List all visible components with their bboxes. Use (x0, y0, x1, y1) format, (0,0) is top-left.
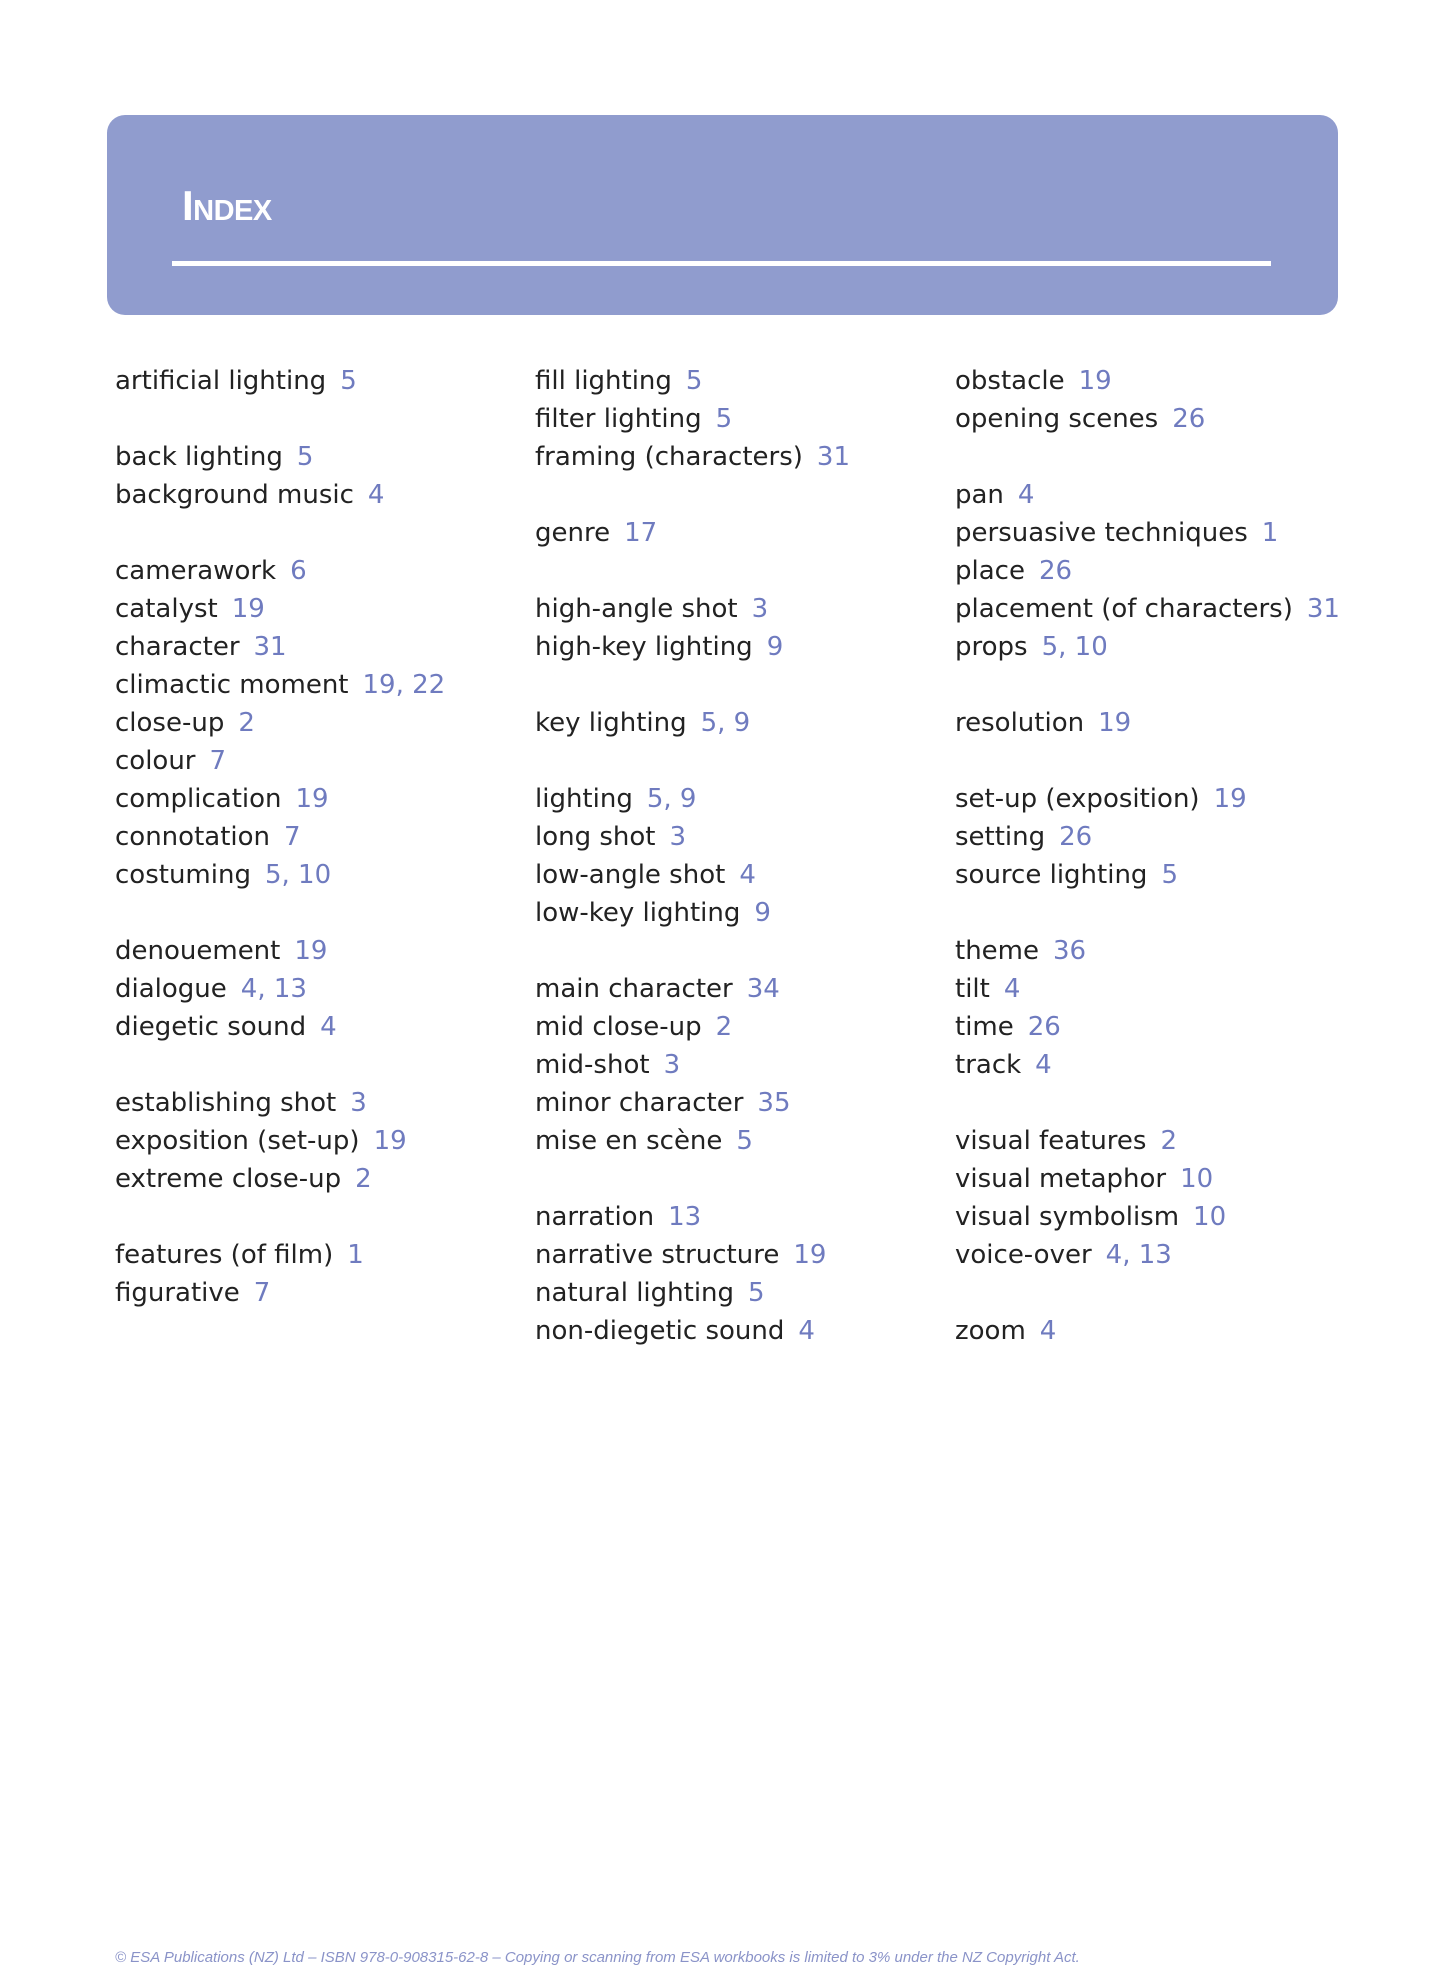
index-term: opening scenes (955, 404, 1159, 434)
index-page-numbers: 9 (754, 898, 771, 928)
index-page-numbers: 4 (798, 1316, 815, 1346)
index-page-numbers: 9 (766, 632, 784, 662)
index-entry (115, 780, 515, 818)
index-entry (955, 476, 1355, 514)
index-page-numbers: 1 (347, 1240, 364, 1270)
index-entry (535, 780, 935, 818)
index-page-numbers: 2 (238, 708, 255, 738)
index-term: exposition (set-up) (115, 1126, 360, 1156)
index-term: low-key lighting (535, 898, 741, 928)
index-page-numbers: 26 (1172, 404, 1206, 434)
index-entry (115, 1236, 515, 1274)
index-entry (535, 514, 935, 552)
index-page-numbers: 4 (367, 480, 385, 510)
index-term: set-up (exposition) (955, 784, 1200, 814)
index-entry (955, 514, 1355, 552)
index-entry (955, 552, 1355, 590)
index-page-numbers: 5, 10 (1041, 632, 1108, 662)
index-term: obstacle (955, 366, 1065, 396)
index-page-numbers: 5, 9 (646, 784, 697, 814)
index-page-numbers: 19 (373, 1126, 407, 1156)
index-entry (115, 476, 515, 514)
index-entry (115, 666, 515, 704)
index-page-numbers: 7 (284, 822, 301, 852)
index-page-numbers: 4 (1039, 1316, 1057, 1346)
index-entry (115, 704, 515, 742)
index-group (535, 514, 935, 552)
index-page-numbers: 4 (320, 1012, 337, 1042)
index-entry (955, 590, 1355, 628)
index-group (115, 1236, 515, 1312)
index-group (535, 362, 935, 476)
index-term: filter lighting (535, 404, 702, 434)
index-group (955, 1312, 1355, 1350)
index-term: framing (characters) (535, 442, 803, 472)
index-page-numbers: 5 (736, 1126, 753, 1156)
index-page-numbers: 26 (1059, 822, 1093, 852)
index-term: natural lighting (535, 1278, 735, 1308)
index-group (535, 970, 935, 1160)
index-term: zoom (955, 1316, 1026, 1346)
index-page-numbers: 36 (1053, 936, 1087, 966)
index-entry (955, 780, 1355, 818)
index-term: non-diegetic sound (535, 1316, 785, 1346)
index-group (535, 1198, 935, 1350)
index-entry (955, 400, 1355, 438)
index-entry (535, 1198, 935, 1236)
index-entry (535, 856, 935, 894)
index-entry (115, 1122, 515, 1160)
index-page-numbers: 1 (1261, 518, 1279, 548)
index-entry (535, 894, 935, 932)
index-page-numbers: 19, 22 (362, 670, 446, 700)
index-term: climactic moment (115, 670, 349, 700)
index-term: catalyst (115, 594, 218, 624)
index-group (535, 590, 935, 666)
index-term: back lighting (115, 442, 283, 472)
index-entry (955, 856, 1355, 894)
index-term: establishing shot (115, 1088, 337, 1118)
index-group (955, 780, 1355, 894)
index-term: genre (535, 518, 611, 548)
index-term: low-angle shot (535, 860, 726, 890)
index-term: voice-over (955, 1240, 1092, 1270)
index-entry (535, 970, 935, 1008)
index-entry (115, 590, 515, 628)
index-group (535, 780, 935, 932)
index-page-numbers: 4 (1035, 1050, 1052, 1080)
index-term: source lighting (955, 860, 1148, 890)
index-term: main character (535, 974, 733, 1004)
index-term: visual symbolism (955, 1202, 1180, 1232)
index-term: theme (955, 936, 1039, 966)
index-entry (535, 1084, 935, 1122)
index-entry (955, 1122, 1355, 1160)
index-term: costuming (115, 860, 251, 890)
index-group (955, 476, 1355, 666)
index-entry (115, 1008, 515, 1046)
index-term: visual metaphor (955, 1164, 1167, 1194)
index-page-numbers: 5 (296, 442, 314, 472)
index-entry (955, 970, 1355, 1008)
index-page-numbers: 31 (1306, 594, 1340, 624)
index-term: key lighting (535, 708, 687, 738)
index-page-numbers: 3 (669, 822, 687, 852)
index-entry (955, 1046, 1355, 1084)
index-term: track (955, 1050, 1022, 1080)
index-page-numbers: 13 (668, 1202, 702, 1232)
index-term: mid-shot (535, 1050, 650, 1080)
index-term: props (955, 632, 1028, 662)
index-page-numbers: 35 (757, 1088, 791, 1118)
index-column-2 (535, 362, 935, 1388)
index-entry (955, 628, 1355, 666)
index-entry (955, 1198, 1355, 1236)
index-page-numbers: 34 (746, 974, 780, 1004)
index-term: high-key lighting (535, 632, 753, 662)
index-page-numbers: 19 (793, 1240, 827, 1270)
index-page-numbers: 19 (1078, 366, 1112, 396)
index-page-numbers: 19 (231, 594, 265, 624)
index-entry (115, 1160, 515, 1198)
index-entry (535, 400, 935, 438)
copyright-footer: © ESA Publications (NZ) Ltd – ISBN 978-0-908315-62-8 – Copying or scanning from ESA workbooks is limited to 3% under the NZ Copyright Act. (115, 1949, 1080, 1966)
index-entry (535, 438, 935, 476)
index-group (115, 362, 515, 400)
index-page-numbers: 2 (355, 1164, 372, 1194)
index-term: complication (115, 784, 282, 814)
index-page-numbers: 19 (1098, 708, 1132, 738)
index-entry (535, 628, 935, 666)
index-entry (955, 1160, 1355, 1198)
index-entry (115, 628, 515, 666)
index-column-3 (955, 362, 1355, 1388)
index-term: mid close-up (535, 1012, 702, 1042)
index-entry (955, 1008, 1355, 1046)
index-entry (115, 438, 515, 476)
index-term: fill lighting (535, 366, 672, 396)
index-term: tilt (955, 974, 990, 1004)
index-page-numbers: 5, 9 (700, 708, 751, 738)
index-entry (535, 1236, 935, 1274)
index-page-numbers: 19 (295, 784, 329, 814)
index-term: close-up (115, 708, 225, 738)
index-page-numbers: 5 (1161, 860, 1178, 890)
index-page-numbers: 31 (816, 442, 851, 472)
index-entry (535, 1046, 935, 1084)
index-column-1 (115, 362, 515, 1350)
index-group (115, 932, 515, 1046)
index-entry (115, 362, 515, 400)
index-entry (115, 742, 515, 780)
index-term: minor character (535, 1088, 744, 1118)
index-entry (535, 1312, 935, 1350)
index-entry (535, 590, 935, 628)
index-page-numbers: 4 (739, 860, 756, 890)
index-page-numbers: 19 (1213, 784, 1247, 814)
index-term: lighting (535, 784, 633, 814)
index-page-numbers: 17 (624, 518, 658, 548)
index-term: resolution (955, 708, 1085, 738)
index-entry (115, 970, 515, 1008)
index-page-numbers: 26 (1038, 556, 1073, 586)
header-band (107, 115, 1338, 315)
index-page-numbers: 3 (350, 1088, 367, 1118)
index-entry (955, 1236, 1355, 1274)
index-entry (115, 856, 515, 894)
index-page-numbers: 10 (1193, 1202, 1227, 1232)
index-page-numbers: 7 (253, 1278, 271, 1308)
index-page-numbers: 3 (751, 594, 769, 624)
index-term: figurative (115, 1278, 240, 1308)
index-page-numbers: 31 (253, 632, 287, 662)
index-term: narrative structure (535, 1240, 780, 1270)
index-term: place (955, 556, 1025, 586)
index-entry (955, 704, 1355, 742)
index-term: diegetic sound (115, 1012, 307, 1042)
index-entry (955, 932, 1355, 970)
index-term: denouement (115, 936, 281, 966)
index-group (115, 552, 515, 894)
index-term: connotation (115, 822, 270, 852)
index-entry (535, 362, 935, 400)
index-group (535, 704, 935, 742)
index-entry (115, 818, 515, 856)
index-entry (535, 818, 935, 856)
index-page-numbers: 4, 13 (240, 974, 307, 1004)
index-page-numbers: 6 (290, 556, 307, 586)
index-entry (955, 1312, 1355, 1350)
index-page-numbers: 3 (663, 1050, 681, 1080)
index-page-numbers: 26 (1027, 1012, 1061, 1042)
index-page-numbers: 5, 10 (264, 860, 332, 890)
index-group (955, 932, 1355, 1084)
index-term: persuasive techniques (955, 518, 1248, 548)
index-page-numbers: 10 (1180, 1164, 1214, 1194)
index-term: mise en scène (535, 1126, 723, 1156)
index-entry (115, 932, 515, 970)
index-term: colour (115, 746, 196, 776)
index-term: pan (955, 480, 1004, 510)
index-entry (535, 704, 935, 742)
index-page-numbers: 5 (748, 1278, 765, 1308)
index-group (955, 1122, 1355, 1274)
index-entry (535, 1008, 935, 1046)
index-page-numbers: 4, 13 (1105, 1240, 1172, 1270)
header-rule (172, 261, 1271, 266)
index-term: placement (of characters) (955, 594, 1293, 624)
index-page-numbers: 5 (340, 366, 357, 396)
page-title: Index (182, 182, 272, 229)
index-group (955, 704, 1355, 742)
index-page-numbers: 7 (209, 746, 227, 776)
index-term: features (of film) (115, 1240, 334, 1270)
index-term: time (955, 1012, 1014, 1042)
index-page-numbers: 4 (1017, 480, 1035, 510)
index-term: character (115, 632, 240, 662)
index-group (115, 1084, 515, 1198)
index-term: extreme close-up (115, 1164, 342, 1194)
index-page-numbers: 2 (715, 1012, 733, 1042)
index-page-numbers: 4 (1003, 974, 1021, 1004)
index-term: background music (115, 480, 354, 510)
index-entry (955, 362, 1355, 400)
index-group (955, 362, 1355, 438)
index-entry (535, 1122, 935, 1160)
index-page-numbers: 5 (685, 366, 703, 396)
index-entry (115, 1274, 515, 1312)
index-entry (115, 552, 515, 590)
index-term: setting (955, 822, 1046, 852)
index-term: long shot (535, 822, 656, 852)
index-term: high-angle shot (535, 594, 738, 624)
index-entry (955, 818, 1355, 856)
index-term: artificial lighting (115, 366, 327, 396)
index-page-numbers: 19 (294, 936, 328, 966)
index-term: dialogue (115, 974, 227, 1004)
index-group (115, 438, 515, 514)
index-term: visual features (955, 1126, 1147, 1156)
index-entry (535, 1274, 935, 1312)
index-page-numbers: 5 (715, 404, 733, 434)
index-page-numbers: 2 (1160, 1126, 1178, 1156)
index-term: camerawork (115, 556, 277, 586)
index-term: narration (535, 1202, 655, 1232)
index-entry (115, 1084, 515, 1122)
